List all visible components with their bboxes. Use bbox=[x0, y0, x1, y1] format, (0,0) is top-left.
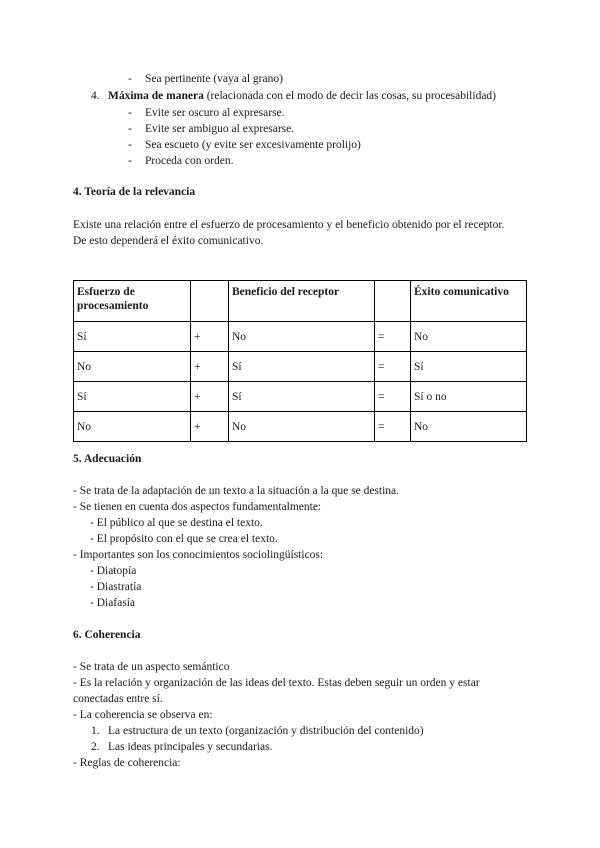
table-cell: No bbox=[229, 412, 375, 442]
list-line: - Diafasía bbox=[90, 597, 136, 609]
maxima-manera-title: Máxima de manera bbox=[108, 90, 204, 102]
table-cell: No bbox=[411, 412, 527, 442]
table-cell: Sí bbox=[74, 382, 191, 412]
table-header-cell: Esfuerzo de procesamiento bbox=[74, 281, 191, 322]
table-header-cell bbox=[375, 281, 411, 322]
section-heading-relevancia: 4. Teoría de la relevancia bbox=[73, 186, 196, 198]
table-cell: No bbox=[411, 322, 527, 352]
list-line: - La coherencia se observa en: bbox=[73, 709, 213, 721]
table-cell: Sí o no bbox=[411, 382, 527, 412]
table-cell: + bbox=[191, 412, 229, 442]
table-cell: = bbox=[375, 352, 411, 382]
list-line: - Se tienen en cuenta dos aspectos fundamentalmente: bbox=[73, 501, 322, 513]
table-header-row bbox=[74, 281, 527, 322]
list-line: - Diatopía bbox=[90, 565, 137, 577]
list-line: - Se trata de un aspecto semántico bbox=[73, 661, 230, 673]
relevance-table bbox=[73, 280, 527, 442]
table-header-cell: Éxito comunicativo bbox=[411, 281, 527, 322]
table-cell: = bbox=[375, 322, 411, 352]
table-cell: + bbox=[191, 382, 229, 412]
list-dash: - bbox=[128, 107, 132, 119]
list-dash: - bbox=[128, 139, 132, 151]
paragraph-line: De esto dependerá el éxito comunicativo. bbox=[73, 235, 264, 247]
list-dash: - bbox=[128, 123, 132, 135]
table-cell: Sí bbox=[229, 382, 375, 412]
list-item-pertinente: Sea pertinente (vaya al grano) bbox=[145, 73, 283, 85]
list-dash: - bbox=[128, 73, 132, 85]
table-cell: Sí bbox=[229, 352, 375, 382]
list-item: Evite ser ambiguo al expresarse. bbox=[145, 123, 295, 135]
table-cell: Sí bbox=[74, 322, 191, 352]
section-heading-adecuacion: 5. Adecuación bbox=[73, 453, 142, 465]
maxima-manera-line bbox=[108, 89, 496, 103]
list-line: - Diastratía bbox=[90, 581, 142, 593]
table-cell: = bbox=[375, 412, 411, 442]
list-number: 4. bbox=[91, 90, 100, 102]
section-heading-coherencia: 6. Coherencia bbox=[73, 629, 141, 641]
list-line: - Se trata de la adaptación de un texto a la situación a la que se destina. bbox=[73, 485, 400, 497]
table-row bbox=[74, 322, 527, 352]
table-row bbox=[74, 352, 527, 382]
list-line: - Importantes son los conocimientos sociolingüísticos: bbox=[73, 549, 324, 561]
table-cell: + bbox=[191, 352, 229, 382]
list-number: 2. bbox=[91, 741, 100, 753]
list-line: - Reglas de coherencia: bbox=[73, 757, 181, 769]
list-line: conectadas entre sí. bbox=[73, 693, 163, 705]
list-dash: - bbox=[128, 155, 132, 167]
list-item: Proceda con orden. bbox=[145, 155, 234, 167]
maxima-manera-desc: (relacionada con el modo de decir las cosas, su procesabilidad) bbox=[206, 90, 497, 102]
numbered-item: Las ideas principales y secundarias. bbox=[108, 741, 273, 753]
list-item: Evite ser oscuro al expresarse. bbox=[145, 107, 285, 119]
table-cell: No bbox=[74, 352, 191, 382]
list-line: - El público al que se destina el texto. bbox=[90, 517, 263, 529]
table-cell: = bbox=[375, 382, 411, 412]
paragraph-line: Existe una relación entre el esfuerzo de procesamiento y el beneficio obtenido por el receptor. bbox=[73, 219, 505, 231]
table-row bbox=[74, 382, 527, 412]
table-header-cell bbox=[191, 281, 229, 322]
table-cell: + bbox=[191, 322, 229, 352]
numbered-item: La estructura de un texto (organización y distribución del contenido) bbox=[108, 725, 424, 737]
table-cell: Sí bbox=[411, 352, 527, 382]
table-cell: No bbox=[229, 322, 375, 352]
table-header-cell: Beneficio del receptor bbox=[229, 281, 375, 322]
list-line: - El propósito con el que se crea el texto. bbox=[90, 533, 278, 545]
table-cell: No bbox=[74, 412, 191, 442]
table-row bbox=[74, 412, 527, 442]
list-number: 1. bbox=[91, 725, 100, 737]
list-line: - Es la relación y organización de las ideas del texto. Estas deben seguir un orden y estar bbox=[73, 677, 480, 689]
list-item: Sea escueto (y evite ser excesivamente prolijo) bbox=[145, 139, 361, 151]
